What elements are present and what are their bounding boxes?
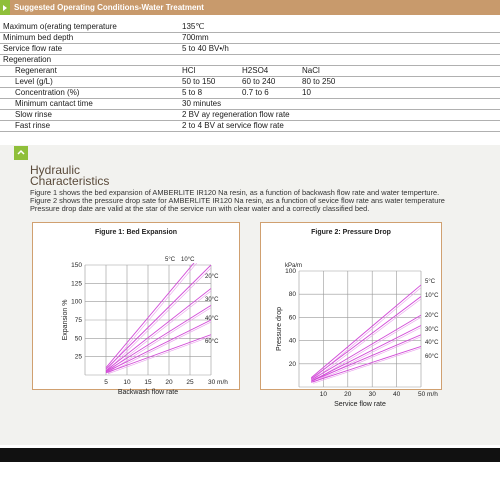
series-line-band [313, 298, 423, 380]
series-label: 5°C [425, 279, 436, 285]
chevron-icon [14, 146, 28, 160]
y-tick-label: 150 [71, 262, 82, 269]
hydraulic-title [30, 165, 109, 187]
condition-row [0, 44, 500, 55]
regen-cell: 80 to 250 [302, 77, 336, 86]
regen-cell: Concentration (%) [15, 88, 80, 97]
y-axis-label: Expansion % [62, 299, 69, 341]
regen-extra-label: Fast rinse [15, 121, 51, 130]
regen-extra-value: 2 BV ay regeneration flow rate [182, 110, 290, 119]
condition-label: Minimum bed depth [3, 33, 74, 42]
regen-extra-value: 2 to 4 BV at service flow rate [182, 121, 284, 130]
regen-cell: 10 [302, 88, 311, 97]
y-tick-label: 60 [288, 314, 296, 322]
series-line [106, 320, 211, 372]
x-tick-label: 25 [186, 379, 194, 386]
figure-2-panel [260, 222, 442, 408]
bed-expansion-chart [33, 223, 239, 396]
regen-cell: 60 to 240 [242, 77, 276, 86]
condition-value: 135℃ [182, 22, 205, 31]
regen-extra-row [0, 121, 500, 132]
y-axis-label: Pressure drop [276, 307, 283, 351]
y-tick-label: 80 [288, 291, 296, 299]
x-tick-label: 5 [104, 379, 108, 386]
regen-cell: 5 to 8 [182, 88, 203, 97]
x-tick-label: 30 [368, 391, 376, 398]
regen-extra-label: Minimum cantact time [15, 99, 93, 108]
regen-header: HCl [182, 66, 196, 75]
series-line-band [108, 259, 200, 369]
x-tick-label: 10 [123, 379, 131, 386]
y-tick-label: 75 [74, 317, 82, 324]
x-axis-label: Service flow rate [334, 401, 386, 408]
y-tick-label: 125 [71, 280, 82, 288]
condition-label: Regeneration [3, 55, 52, 64]
section-title: Suggested Operating Conditions-Water Treatment [14, 3, 204, 12]
footer-bar [0, 448, 500, 462]
condition-row [0, 33, 500, 44]
paragraph-line: Figure 1 shows the bed expansion of AMBERLITE IR120 Na resin, as a function of backwash flow rate and water temperture. [30, 188, 440, 197]
x-tick-label: 20 [165, 379, 173, 386]
regen-extra-row [0, 110, 500, 121]
x-tick-label: 40 [392, 391, 401, 398]
x-tick-label: 20 [344, 391, 352, 398]
series-label: 40°C [425, 340, 439, 346]
figure-2-title: Figure 2: Pressure Drop [311, 229, 391, 236]
series-line [311, 335, 421, 381]
figure-1-panel [32, 222, 240, 396]
series-line-band [313, 336, 423, 382]
condition-value: 700mm [182, 33, 209, 42]
x-tick-label: 50 m/h [418, 391, 438, 398]
regen-cell: 0.7 to 6 [242, 88, 269, 97]
arrow-icon [0, 0, 10, 15]
series-label: 40°C [205, 316, 219, 322]
y-tick-label: 25 [74, 353, 82, 361]
series-label: 30°C [425, 327, 439, 333]
x-axis-label: Backwash flow rate [117, 389, 179, 396]
regen-row [0, 77, 500, 88]
figure-1-title: Figure 1: Bed Expansion [94, 229, 178, 236]
regen-cell: Level (g/L) [15, 77, 53, 86]
series-line-band [313, 316, 423, 381]
hydraulic-title-line: Hydraulic [30, 163, 81, 177]
regen-extra-row [0, 99, 500, 110]
series-label: 10°C [181, 257, 195, 263]
x-tick-label: 10 [319, 391, 328, 398]
hydraulic-title-line: Characteristics [30, 174, 110, 188]
condition-label: Service flow rate [3, 44, 63, 53]
regen-extra-value: 30 minutes [182, 99, 222, 108]
regen-extra-label: Slow rinse [15, 110, 52, 119]
series-label: 60°C [425, 354, 439, 360]
y-tick-label: 100 [71, 298, 82, 306]
regen-header: NaCl [302, 66, 320, 75]
y-tick-label: 40 [288, 337, 296, 345]
series-label: 20°C [205, 274, 219, 280]
y-tick-label: 100 [285, 268, 296, 275]
regen-row [0, 88, 500, 99]
hydraulic-description [30, 189, 490, 213]
condition-label: Maximum o(erating temperature [3, 22, 117, 31]
paragraph-line: Pressure drop date are valid at the star of the service run with clear water and a correctly classified bed. [30, 204, 370, 213]
regen-header: Regenerant [15, 66, 57, 75]
y-tick-label: 50 [74, 335, 82, 343]
x-tick-label: 15 [144, 379, 152, 386]
regen-header: H2SO4 [242, 66, 269, 75]
section-tab [14, 146, 28, 160]
condition-value: 5 to 40 BV•/h [182, 44, 229, 53]
pressure-drop-chart [261, 223, 441, 408]
series-label: 30°C [205, 297, 219, 303]
condition-row [0, 55, 500, 66]
series-label: 60°C [205, 339, 219, 345]
series-label: 10°C [425, 293, 439, 299]
condition-row [0, 22, 500, 33]
x-tick-label: 30 m/h [208, 379, 228, 386]
series-label: 20°C [425, 313, 439, 319]
section-header [0, 0, 500, 15]
series-label: 5°C [165, 257, 176, 263]
regen-header-row [0, 66, 500, 77]
paragraph-line: Figure 2 shows the pressure drop sate for AMBERLITE IR120 Na resin, as a function of sevice flow rate ans water temperature [30, 196, 445, 205]
series-line [311, 297, 421, 379]
series-line [311, 315, 421, 380]
y-unit-label: kPa/m [285, 263, 303, 269]
regen-cell: 50 to 150 [182, 77, 216, 86]
y-tick-label: 20 [288, 360, 296, 368]
